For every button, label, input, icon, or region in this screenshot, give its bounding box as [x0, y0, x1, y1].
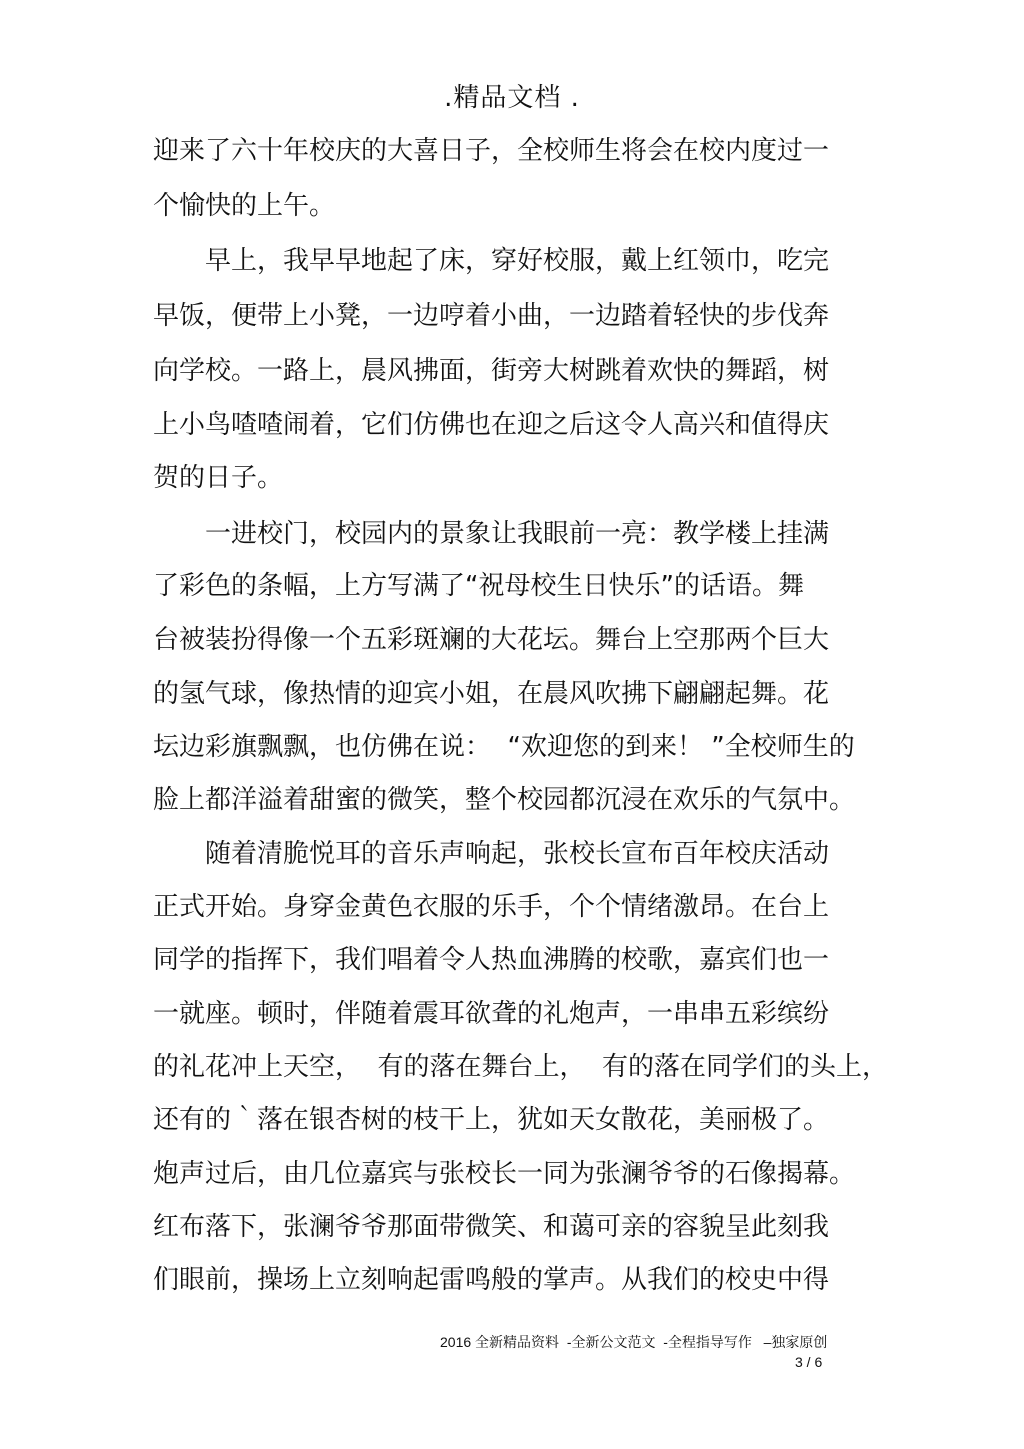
text-line: 早饭，便带上小凳，一边哼着小曲，一边踏着轻快的步伐奔 — [153, 301, 830, 331]
text-line: 同学的指挥下，我们唱着令人热血沸腾的校歌，嘉宾们也一 — [153, 945, 830, 975]
footer-text: 2016 全新精品资料 -全新公文范文 -全程指导写作 –独家原创 — [440, 1334, 828, 1350]
text-line: 正式开始。身穿金黄色衣服的乐手，个个情绪激昂。在台上 — [153, 892, 830, 922]
text-line: 的礼花冲上天空， 有的落在舞台上， 有的落在同学们的头上， — [153, 1052, 889, 1082]
text-line: 早上，我早早地起了床，穿好校服，戴上红领巾，吃完 — [205, 246, 830, 276]
text-line: 们眼前，操场上立刻响起雷鸣般的掌声。从我们的校史中得 — [153, 1265, 830, 1295]
text-line: 坛边彩旗飘飘，也仿佛在说： “欢迎您的到来！ ”全校师生的 — [153, 732, 855, 762]
text-line: 个愉快的上午。 — [153, 191, 336, 221]
text-line: 一就座。顿时，伴随着震耳欲聋的礼炮声，一串串五彩缤纷 — [153, 999, 830, 1029]
text-line: 还有的｀落在银杏树的枝干上，犹如天女散花，美丽极了。 — [153, 1105, 830, 1135]
text-line: 迎来了六十年校庆的大喜日子，全校师生将会在校内度过一 — [153, 136, 830, 166]
page-number: 3 / 6 — [795, 1354, 823, 1370]
text-line: 向学校。一路上，晨风拂面，街旁大树跳着欢快的舞蹈，树 — [153, 356, 830, 386]
page-header: .精品文档 . — [444, 83, 580, 113]
text-line: 红布落下，张澜爷爷那面带微笑、和蔼可亲的容貌呈此刻我 — [153, 1212, 830, 1242]
text-line: 的氢气球，像热情的迎宾小姐，在晨风吹拂下翩翩起舞。花 — [153, 679, 830, 709]
text-line: 脸上都洋溢着甜蜜的微笑，整个校园都沉浸在欢乐的气氛中。 — [153, 785, 856, 815]
text-line: 贺的日子。 — [153, 463, 284, 493]
text-line: 一进校门，校园内的景象让我眼前一亮：教学楼上挂满 — [205, 519, 830, 549]
text-line: 随着清脆悦耳的音乐声响起，张校长宣布百年校庆活动 — [205, 839, 830, 869]
text-line: 上小鸟喳喳闹着，它们仿佛也在迎之后这令人高兴和值得庆 — [153, 410, 830, 440]
text-line: 炮声过后，由几位嘉宾与张校长一同为张澜爷爷的石像揭幕。 — [153, 1159, 856, 1189]
text-line: 台被装扮得像一个五彩斑斓的大花坛。舞台上空那两个巨大 — [153, 625, 830, 655]
text-line: 了彩色的条幅，上方写满了“祝母校生日快乐”的话语。舞 — [153, 571, 804, 601]
